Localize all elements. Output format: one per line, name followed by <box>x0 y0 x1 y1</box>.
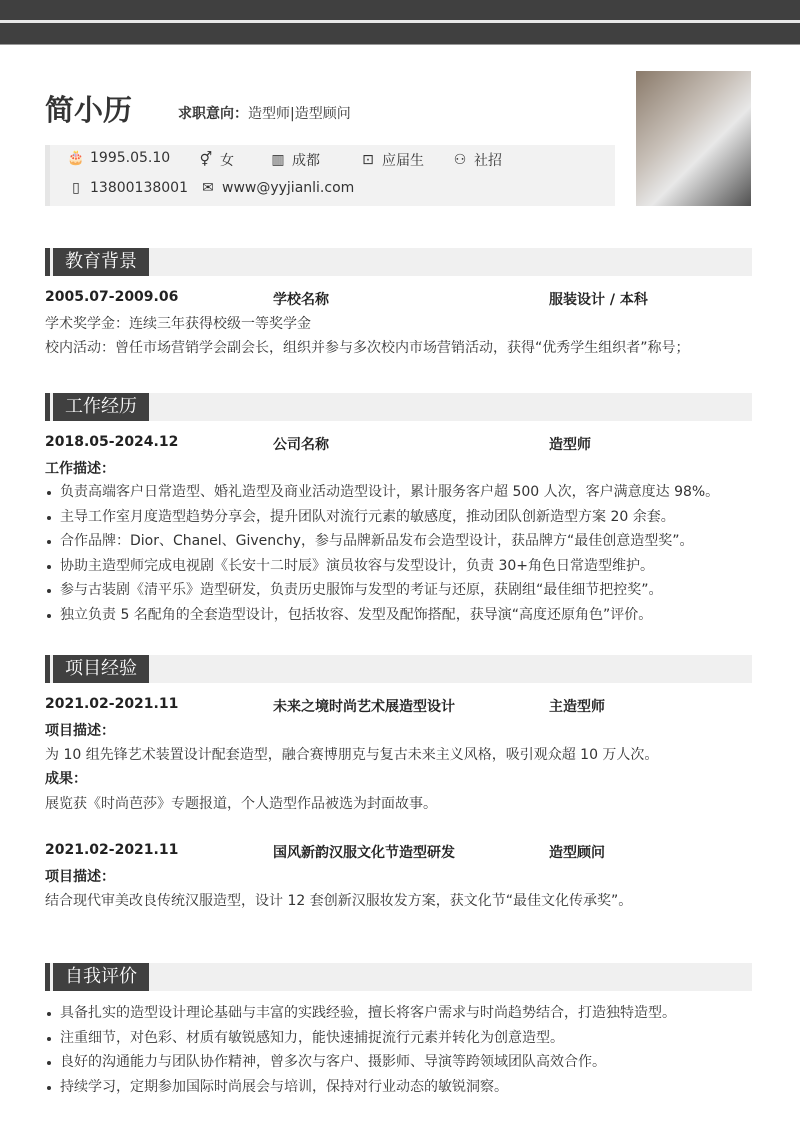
project-result-label: 成果： <box>45 771 87 787</box>
email[interactable]: www@yyjianli.com <box>222 180 355 196</box>
list-item: 参与古装剧《清平乐》造型研发，负责历史服饰与发型的考证与还原，获剧组“最佳细节把控奖”。 <box>45 578 719 603</box>
project-date: 2021.02-2021.11 <box>45 696 179 712</box>
mail-icon: ✉ <box>202 180 214 196</box>
gender-icon: ⚥ <box>199 152 213 168</box>
birthday: 1995.05.10 <box>90 150 171 166</box>
project-name: 未来之境时尚艺术展造型设计 <box>273 699 455 715</box>
section-education <box>45 248 752 276</box>
section-title: 自我评价 <box>53 963 149 991</box>
list-item: 良好的沟通能力与团队协作精神，曾多次与客户、摄影师、导演等跨领域团队高效合作。 <box>45 1050 676 1075</box>
edu-date: 2005.07-2009.06 <box>45 289 179 305</box>
project-role: 主造型师 <box>549 699 605 715</box>
profile-photo <box>636 71 751 206</box>
project-desc: 为 10 组先锋艺术装置设计配套造型，融合赛博朋克与复古未来主义风格，吸引观众超 10 万人次。 <box>45 747 659 763</box>
section-projects <box>45 655 752 683</box>
project-desc: 结合现代审美改良传统汉服造型，设计 12 套创新汉服妆发方案，获文化节“最佳文化传承奖”。 <box>45 893 633 909</box>
candidate-name: 简小历 <box>45 93 133 127</box>
list-item: 合作品牌：Dior、Chanel、Givenchy，参与品牌新品发布会造型设计，获品牌方“最佳创意造型奖”。 <box>45 529 719 554</box>
banner-line <box>0 20 800 23</box>
section-title: 教育背景 <box>53 248 149 276</box>
hire-type: 社招 <box>474 153 502 169</box>
work-role: 造型师 <box>549 437 591 453</box>
project-desc-label: 项目描述： <box>45 869 115 885</box>
gender: 女 <box>220 153 234 169</box>
work-desc-label: 工作描述： <box>45 461 115 477</box>
briefcase-icon: ⊡ <box>362 152 374 168</box>
list-item: 主导工作室月度造型趋势分享会，提升团队对流行元素的敏感度，推动团队创新造型方案 20 余套。 <box>45 505 719 530</box>
school: 学校名称 <box>273 292 329 308</box>
edu-line: 学术奖学金：连续三年获得校级一等奖学金 <box>45 316 311 332</box>
major: 服装设计 / 本科 <box>549 292 648 308</box>
intent-label: 求职意向： <box>178 106 248 122</box>
company: 公司名称 <box>273 437 329 453</box>
self-items <box>45 1001 676 1099</box>
project-desc-label: 项目描述： <box>45 723 115 739</box>
project-role: 造型顾问 <box>549 845 605 861</box>
status: 应届生 <box>382 153 424 169</box>
section-title: 工作经历 <box>53 393 149 421</box>
intent-value: 造型师|造型顾问 <box>248 106 351 122</box>
list-item: 独立负责 5 名配角的全套造型设计，包括妆容、发型及配饰搭配，获导演“高度还原角色”评价。 <box>45 603 719 628</box>
section-work <box>45 393 752 421</box>
phone: 13800138001 <box>90 180 188 196</box>
building-icon: ▥ <box>271 152 285 168</box>
project-date: 2021.02-2021.11 <box>45 842 179 858</box>
top-banner <box>0 0 800 45</box>
section-title: 项目经验 <box>53 655 149 683</box>
list-item: 负责高端客户日常造型、婚礼造型及商业活动造型设计，累计服务客户超 500 人次，客户满意度达 98%。 <box>45 480 719 505</box>
job-intent <box>178 103 351 123</box>
work-items <box>45 480 719 627</box>
phone-icon: ▯ <box>72 180 80 196</box>
birthday-cake-icon: 🎂 <box>67 150 85 166</box>
list-item: 协助主造型师完成电视剧《长安十二时辰》演员妆容与发型设计，负责 30+角色日常造型维护。 <box>45 554 719 579</box>
city: 成都 <box>292 153 320 169</box>
project-name: 国风新韵汉服文化节造型研发 <box>273 845 455 861</box>
list-item: 具备扎实的造型设计理论基础与丰富的实践经验，擅长将客户需求与时尚趋势结合，打造独特造型。 <box>45 1001 676 1026</box>
project-result: 展览获《时尚芭莎》专题报道，个人造型作品被选为封面故事。 <box>45 796 437 812</box>
edu-line: 校内活动：曾任市场营销学会副会长，组织并参与多次校内市场营销活动，获得“优秀学生组织者”称号； <box>45 340 690 356</box>
list-item: 持续学习，定期参加国际时尚展会与培训，保持对行业动态的敏锐洞察。 <box>45 1075 676 1100</box>
section-self <box>45 963 752 991</box>
list-item: 注重细节，对色彩、材质有敏锐感知力，能快速捕捉流行元素并转化为创意造型。 <box>45 1026 676 1051</box>
user-list-icon: ⚇ <box>453 152 467 168</box>
work-date: 2018.05-2024.12 <box>45 434 179 450</box>
personal-info <box>45 145 615 206</box>
